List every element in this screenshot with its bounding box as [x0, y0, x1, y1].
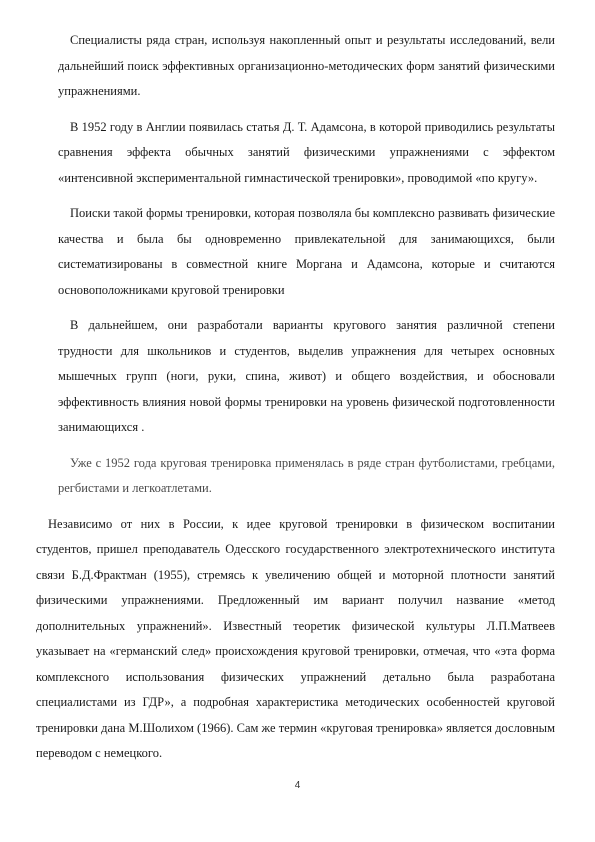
paragraph-1: Специалисты ряда стран, используя накопленный опыт и результаты исследований, вели дальнейший поиск эффективных организационно-методических форм занятий физическими упражнениями. [58, 33, 555, 98]
paragraph-6: Независимо от них в России, к идее круговой тренировки в физическом воспитании студентов, пришел преподаватель Одесского государственного электротехнического института связи Б.Д.Фрактман (1955), стремясь к увеличению общей и моторной плотности занятий физическими упражнениями. Предложенный им вариант получил название «метод дополнительных упражнений». Известный теоретик физической культуры Л.П.Матвеев указывает на «германский след» происхождения круговой тренировки, отмечая, что «эта форма комплексного использования физических упражнений детально была разработана специалистами из ГДР», а подробная характеристика методических особенностей круговой тренировки дана М.Шолихом (1966). Сам же термин «круговая тренировка» является дословным переводом с немецкого. [36, 516, 555, 760]
page-body [36, 28, 555, 777]
paragraph-3: Поиски такой формы тренировки, которая позволяла бы комплексно развивать физические качества и была бы одновременно привлекательной для занимающихся, были систематизированы в совместной книге Моргана и Адамсона, которые и считаются основоположниками круговой тренировки [58, 206, 555, 297]
paragraph-4: В дальнейшем, они разработали варианты кругового занятия различной степени трудности для школьников и студентов, выделив упражнения для четырех основных мышечных групп (ноги, руки, спина, живот) и общего воздействия, и обосновали эффективность влияния новой формы тренировки на уровень физической подготовленности занимающихся . [58, 318, 555, 434]
page-number: 4 [294, 780, 301, 791]
paragraph-5: Уже с 1952 года круговая тренировка применялась в ряде стран футболистами, гребцами, регбистами и легкоатлетами. [58, 455, 555, 495]
paragraph-2: В 1952 году в Англии появилась статья Д. Т. Адамсона, в которой приводились результаты сравнения эффекта обычных занятий физическими упражнениями с эффектом «интенсивной экспериментальной гимнастической тренировки», проводимой «по кругу». [58, 119, 555, 185]
